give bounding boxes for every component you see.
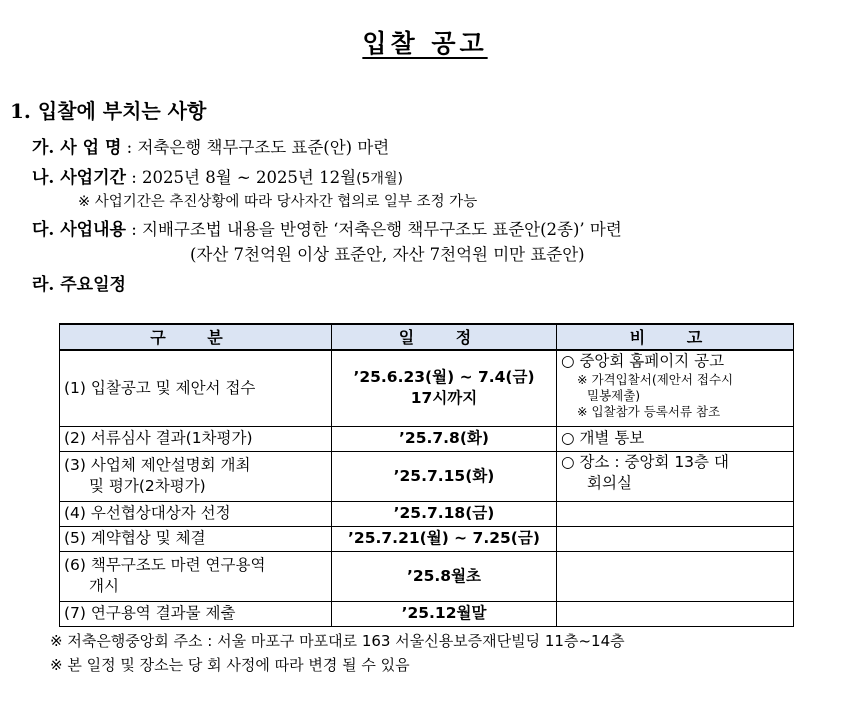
row-item: (1) 입찰공고 및 제안서 접수: [60, 350, 332, 426]
row-item-line2: 및 평가(2차평가): [89, 477, 206, 495]
header-remarks: 비 고: [557, 324, 794, 350]
row-remark: [557, 601, 794, 626]
row-item: [60, 451, 332, 501]
footnote-address: ※ 저축은행중앙회 주소 : 서울 마포구 마포대로 163 서울신용보증재단빌딩 11층~14층: [50, 632, 625, 650]
project-content-row: [32, 215, 622, 240]
section-heading: 1. 입찰에 부치는 사항: [10, 99, 207, 123]
row-item-line1: (3) 사업체 제안설명회 개최: [64, 456, 251, 474]
table-row: [60, 551, 794, 601]
schedule-label: 라. 주요일정: [32, 275, 126, 295]
project-name-label: 가. 사 업 명: [32, 138, 122, 158]
row-date: [332, 350, 557, 426]
project-name-row: [32, 133, 389, 158]
row-remark-line1: ○ 장소 : 중앙회 13층 대: [561, 452, 729, 471]
row-item: (7) 연구용역 결과물 제출: [60, 601, 332, 626]
separator: :: [125, 220, 143, 239]
schedule-row: [32, 270, 126, 295]
table-row: [60, 501, 794, 526]
project-content-value-2: (자산 7천억원 이상 표준안, 자산 7천억원 미만 표준안): [190, 245, 585, 264]
header-schedule: 일 정: [332, 324, 557, 350]
row-remark-line2: 회의실: [587, 473, 632, 492]
row-date: ’25.7.15(화): [332, 451, 557, 501]
schedule-table: [59, 323, 794, 627]
row-remark: [557, 526, 794, 551]
table-row: [60, 526, 794, 551]
row-item-line1: (6) 책무구조도 마련 연구용역: [64, 556, 266, 574]
table-row: [60, 426, 794, 451]
project-period-note: ※ 사업기간은 추진상황에 따라 당사자간 협의로 일부 조정 가능: [78, 194, 478, 210]
footnote-change: ※ 본 일정 및 장소는 당 회 사정에 따라 변경 될 수 있음: [50, 656, 410, 674]
row-item: (4) 우선협상대상자 선정: [60, 501, 332, 526]
row-remark: [557, 451, 794, 501]
row-item: [60, 551, 332, 601]
project-content-label: 다. 사업내용: [32, 220, 126, 240]
page-title: 입찰 공고: [362, 29, 488, 58]
row-date: ’25.7.21(월) ~ 7.25(금): [332, 526, 557, 551]
row-date: ’25.12월말: [332, 601, 557, 626]
row-remark-line1: ○ 중앙회 홈페이지 공고: [561, 352, 725, 370]
project-period-row: [32, 163, 403, 188]
table-row: [60, 350, 794, 426]
row-date: ’25.8월초: [332, 551, 557, 601]
row-item: (2) 서류심사 결과(1차평가): [60, 426, 332, 451]
row-date-line2: 17시까지: [410, 389, 478, 408]
separator: :: [125, 168, 143, 187]
project-period-value: 2025년 8월 ~ 2025년 12월: [142, 168, 357, 187]
row-date: ’25.7.8(화): [332, 426, 557, 451]
row-remark: [557, 551, 794, 601]
row-remark-sub1b: 밀봉제출): [587, 388, 641, 403]
table-header-row: [60, 324, 794, 350]
row-remark: [557, 501, 794, 526]
row-date-line1: ’25.6.23(월) ~ 7.4(금): [353, 368, 535, 387]
project-content-value: 지배구조법 내용을 반영한 ‘저축은행 책무구조도 표준안(2종)’ 마련: [142, 220, 622, 239]
row-item-line2: 개시: [89, 577, 119, 595]
project-period-label: 나. 사업기간: [32, 168, 126, 188]
table-row: [60, 451, 794, 501]
row-remark: ○ 개별 통보: [557, 426, 794, 451]
separator: :: [121, 138, 138, 157]
project-name-value: 저축은행 책무구조도 표준(안) 마련: [137, 138, 390, 157]
header-category: 구 분: [60, 324, 332, 350]
row-item: (5) 계약협상 및 체결: [60, 526, 332, 551]
row-date: ’25.7.18(금): [332, 501, 557, 526]
table-row: [60, 601, 794, 626]
row-remark-sub2: ※ 입찰참가 등록서류 참조: [577, 404, 721, 419]
row-remark-sub1: ※ 가격입찰서(제안서 접수시: [577, 372, 734, 387]
row-remark: [557, 350, 794, 426]
project-period-duration: (5개월): [356, 171, 403, 187]
